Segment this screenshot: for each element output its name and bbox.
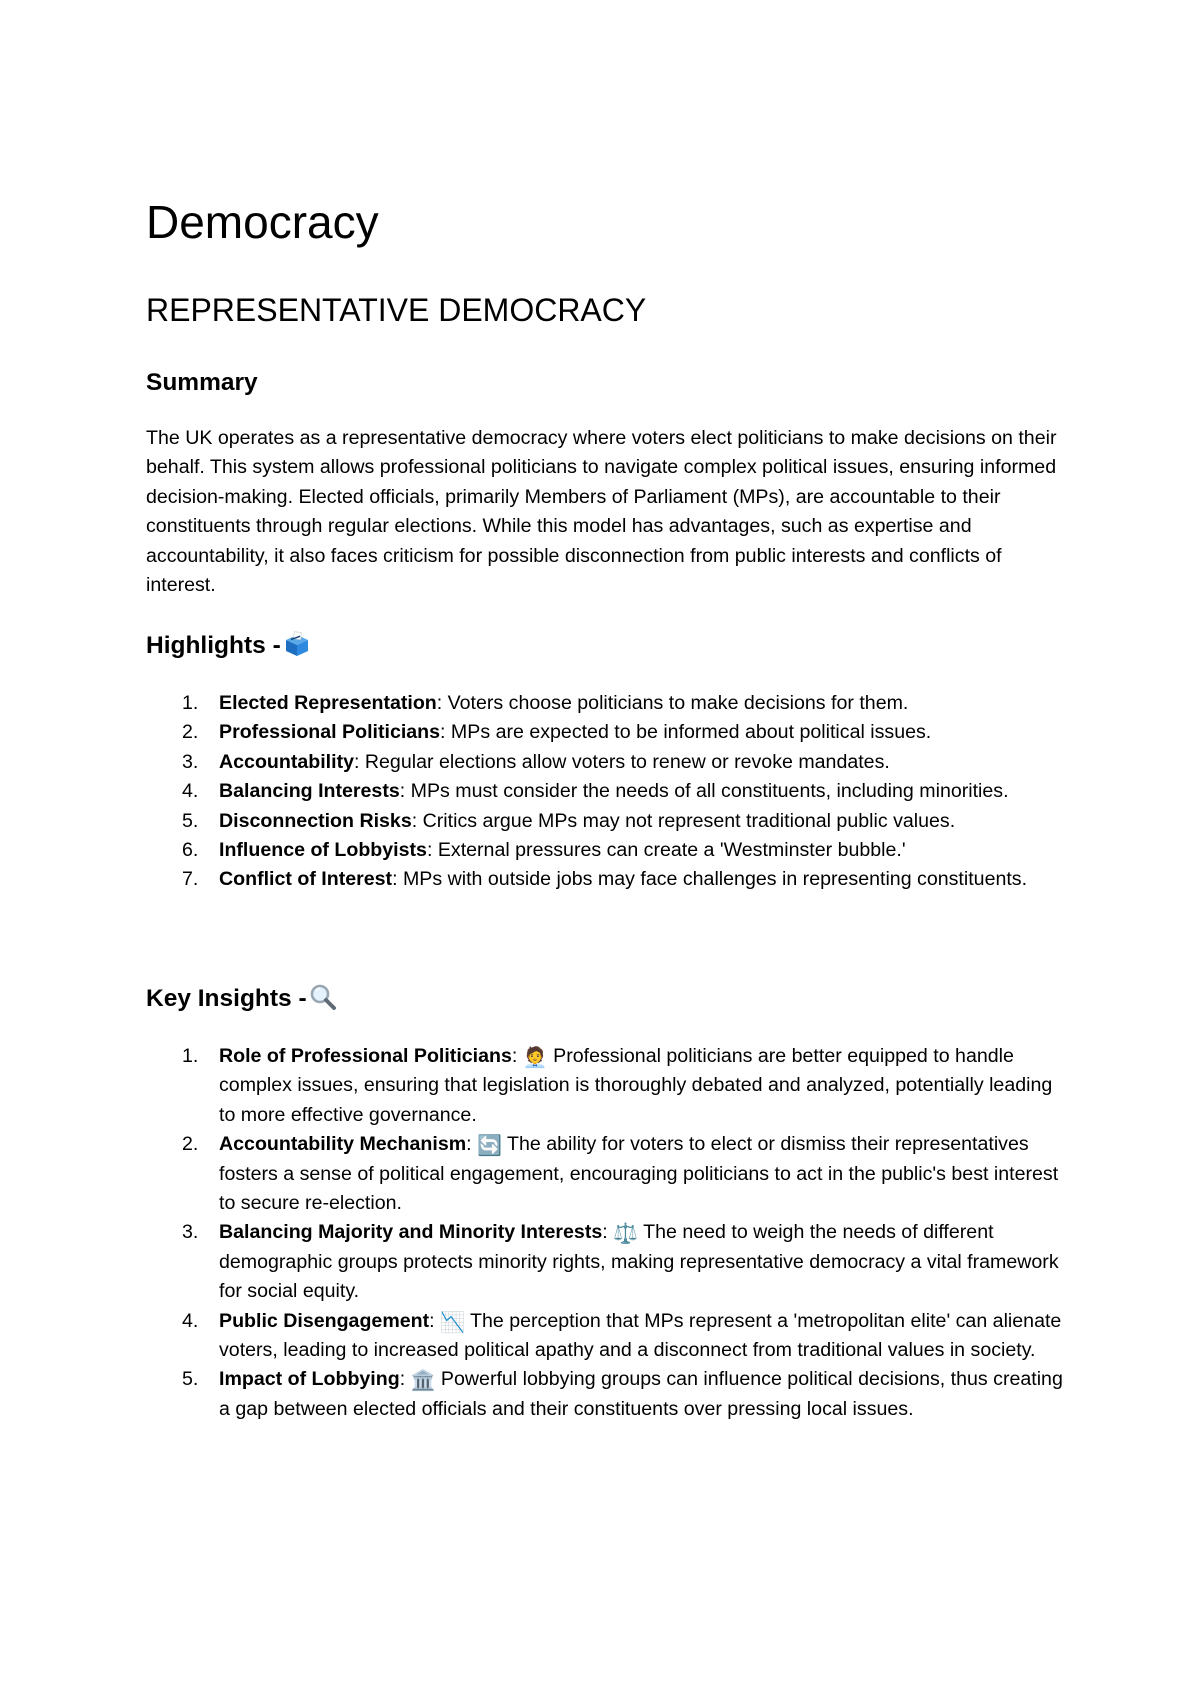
list-item: [146, 836, 1066, 865]
list-term: Professional Politicians: [219, 721, 441, 744]
list-term: Conflict of Interest: [219, 868, 393, 891]
chart-decreasing-icon: 📉: [440, 1309, 465, 1334]
list-number: 1.: [182, 1045, 199, 1067]
list-item: [146, 1365, 1066, 1424]
office-worker-icon: 🧑‍💼: [522, 1045, 548, 1069]
list-item: [146, 718, 1066, 747]
list-number: 2.: [182, 1133, 199, 1156]
section-title: REPRESENTATIVE DEMOCRACY: [146, 292, 647, 328]
list-text: : Critics argue MPs may not represent traditional public values.: [411, 809, 956, 832]
list-item: [146, 865, 1066, 894]
list-term: Disconnection Risks: [219, 809, 412, 832]
list-term: Influence of Lobbyists: [219, 839, 427, 862]
list-term: Balancing Interests: [219, 780, 400, 803]
summary-paragraph: The UK operates as a representative democracy where voters elect politicians to make decisions on their behalf. This system allows professional politicians to navigate complex political issues, ensuring informed decision-making. Elected officials, primarily Members of Parliament (MPs), are accountable to their constituents through regular elections. While this model has advantages, such as expertise and accountability, it also faces criticism for possible disconnection from public interests and conflicts of interest.: [146, 427, 1057, 597]
list-number: 7.: [182, 868, 199, 891]
list-text: : External pressures can create a 'Westminster bubble.': [426, 839, 906, 862]
list-term: Impact of Lobbying: [219, 1368, 400, 1391]
list-text: Powerful lobbying groups can influence political decisions, thus creating a gap between elected officials and their constituents over pressing local issues.: [219, 1368, 1063, 1420]
highlights-heading-text: Highlights -: [146, 632, 281, 659]
list-term: Elected Representation: [219, 692, 437, 714]
list-text: : MPs with outside jobs may face challenges in representing constituents.: [392, 868, 1028, 891]
key-insights-list: [146, 1042, 1066, 1424]
list-item: [146, 689, 1066, 718]
summary-heading: Summary: [146, 369, 258, 396]
highlights-heading: [146, 629, 311, 663]
balance-scale-icon: ⚖️: [613, 1221, 639, 1246]
list-term: Balancing Majority and Minority Interests: [219, 1221, 603, 1244]
list-text: The perception that MPs represent a 'metropolitan elite' can alienate voters, leading to increased political apathy and a disconnect from traditional values in society.: [219, 1309, 1062, 1362]
document-title: Democracy: [146, 196, 379, 248]
list-item: [146, 1130, 1066, 1218]
magnifying-glass-icon: [309, 983, 337, 1011]
list-text: The ability for voters to elect or dismiss their representatives fosters a sense of political engagement, encouraging politicians to act in the public's best interest to secure re-election.: [219, 1133, 1059, 1215]
list-separator: :: [399, 1368, 411, 1391]
list-number: 6.: [182, 839, 199, 862]
list-text: : Regular elections allow voters to renew or revoke mandates.: [354, 750, 890, 773]
key-insights-heading-text: Key Insights -: [146, 985, 307, 1012]
list-number: 2.: [182, 721, 199, 744]
list-item: [146, 807, 1066, 836]
list-item: [146, 1042, 1066, 1130]
list-number: 1.: [182, 692, 199, 714]
key-insights-heading: [146, 982, 337, 1016]
counterclockwise-arrows-icon: 🔄: [477, 1133, 502, 1158]
list-number: 5.: [182, 809, 199, 832]
list-text: : MPs are expected to be informed about political issues.: [440, 721, 932, 744]
list-text: : MPs must consider the needs of all constituents, including minorities.: [399, 780, 1009, 803]
list-text: The need to weigh the needs of different demographic groups protects minority rights, making representative democracy a vital framework for social equity.: [219, 1221, 1059, 1303]
list-number: 5.: [182, 1368, 199, 1391]
list-separator: :: [511, 1045, 523, 1067]
list-text: Professional politicians are better equipped to handle complex issues, ensuring that legislation is thoroughly debated and analyzed, potentially leading to more effective governance.: [219, 1045, 1053, 1126]
list-number: 4.: [182, 780, 199, 803]
list-term: Public Disengagement: [219, 1309, 430, 1332]
classical-building-icon: 🏛️: [410, 1368, 436, 1393]
list-separator: :: [429, 1309, 441, 1332]
list-item: [146, 1218, 1066, 1306]
list-separator: :: [602, 1221, 614, 1244]
list-item: [146, 1307, 1066, 1366]
ballot-box-icon: [283, 631, 311, 657]
list-number: 4.: [182, 1309, 199, 1332]
list-number: 3.: [182, 750, 199, 773]
list-number: 3.: [182, 1221, 199, 1244]
list-item: [146, 777, 1066, 806]
list-term: Accountability Mechanism: [219, 1133, 467, 1156]
list-item: [146, 748, 1066, 777]
list-term: Accountability: [219, 750, 354, 773]
list-separator: :: [466, 1133, 478, 1156]
list-term: Role of Professional Politicians: [219, 1045, 512, 1067]
highlights-list: [146, 689, 1066, 895]
list-text: : Voters choose politicians to make decisions for them.: [436, 692, 909, 714]
